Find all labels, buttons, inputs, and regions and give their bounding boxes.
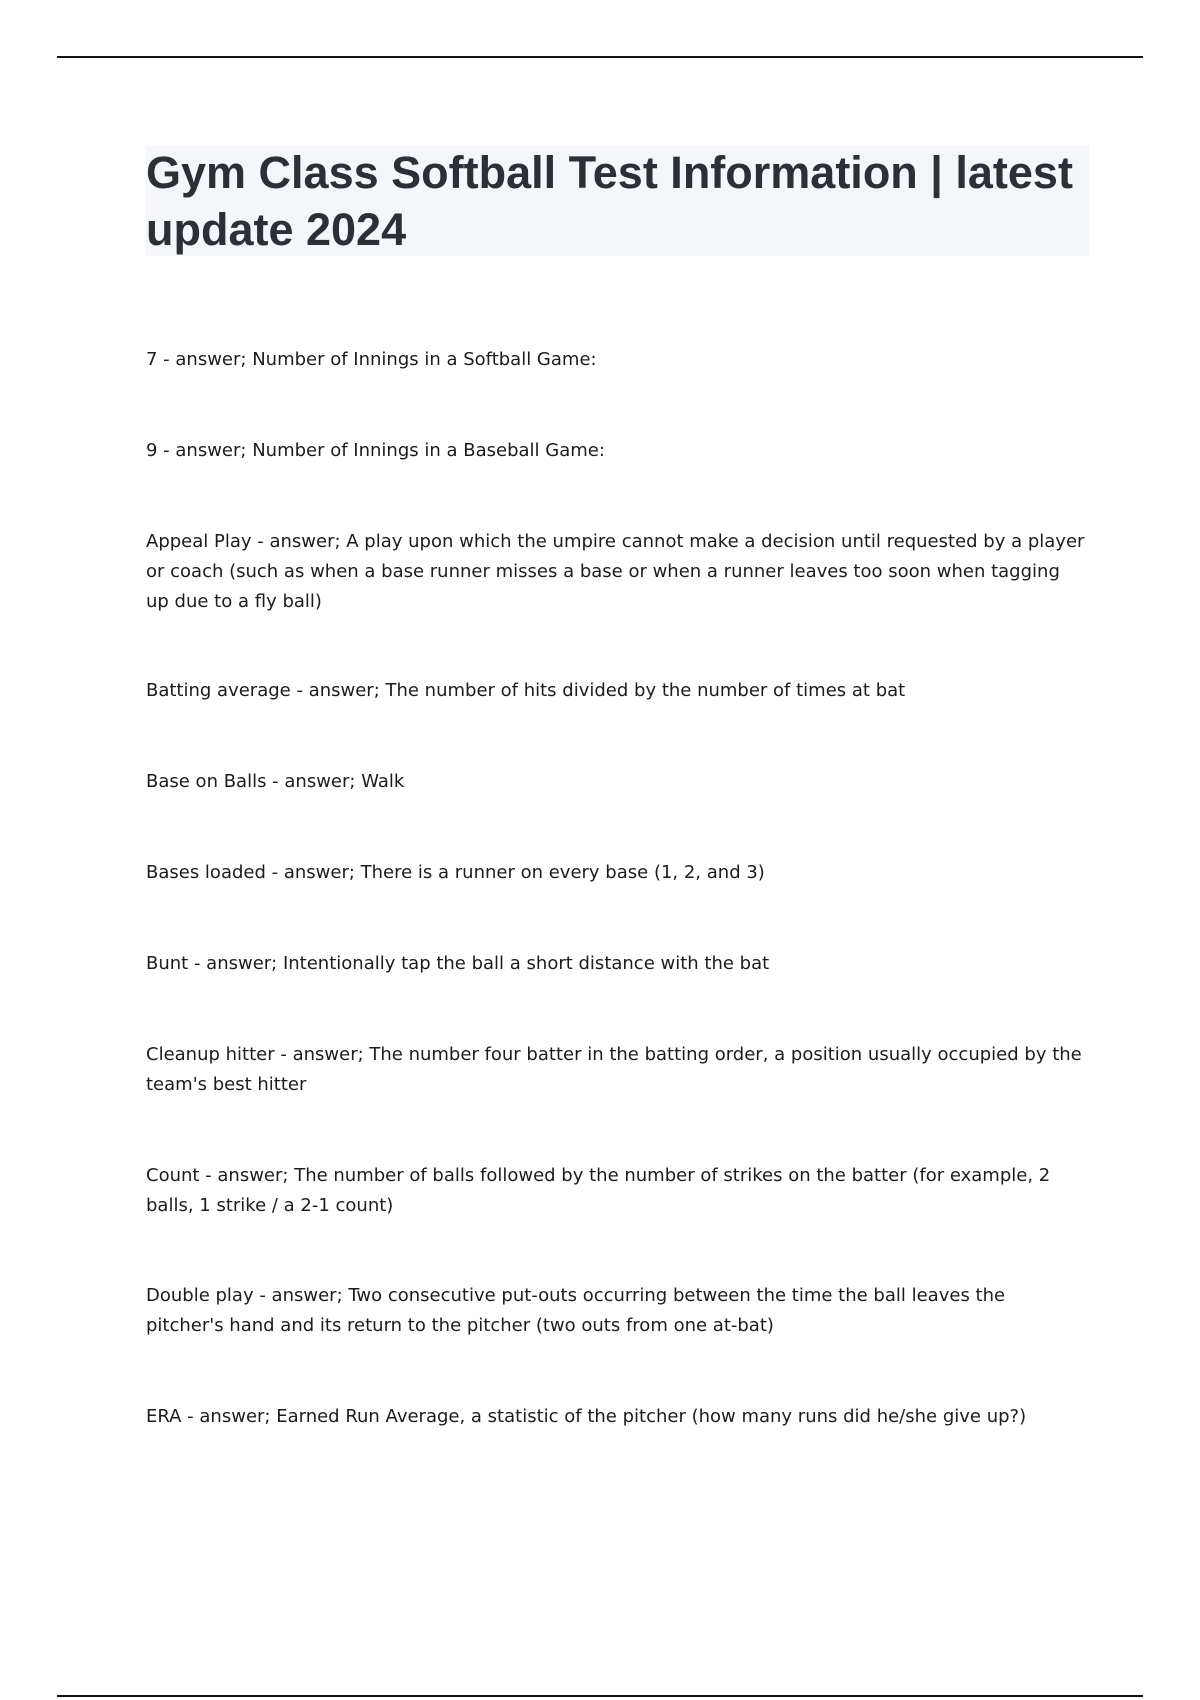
entry-base-on-balls: Base on Balls - answer; Walk	[146, 771, 405, 792]
entry-batting-average: Batting average - answer; The number of hits divided by the number of times at bat	[146, 680, 906, 701]
entry-cleanup-hitter: Cleanup hitter - answer; The number four batter in the batting order, a position usually occupied by the team's best hitter	[146, 1044, 1082, 1095]
entry-era: ERA - answer; Earned Run Average, a statistic of the pitcher (how many runs did he/she give up?)	[146, 1406, 1027, 1427]
entry-bunt: Bunt - answer; Intentionally tap the ball a short distance with the bat	[146, 953, 770, 974]
entry-innings-softball: 7 - answer; Number of Innings in a Softball Game:	[146, 349, 597, 370]
title-banner	[146, 146, 1089, 256]
top-rule	[57, 56, 1143, 58]
bottom-rule	[57, 1695, 1143, 1697]
entry-appeal-play: Appeal Play - answer; A play upon which the umpire cannot make a decision until requested by a player or coach (such as when a base runner misses a base or when a runner leaves too soon when tagging up due to a fly ball)	[146, 531, 1085, 612]
entry-bases-loaded: Bases loaded - answer; There is a runner on every base (1, 2, and 3)	[146, 862, 765, 883]
page-title: Gym Class Softball Test Information | latest update 2024	[146, 147, 1073, 255]
entry-innings-baseball: 9 - answer; Number of Innings in a Baseball Game:	[146, 440, 605, 461]
entry-double-play: Double play - answer; Two consecutive put-outs occurring between the time the ball leaves the pitcher's hand and its return to the pitcher (two outs from one at-bat)	[146, 1285, 1006, 1336]
entry-count: Count - answer; The number of balls followed by the number of strikes on the batter (for example, 2 balls, 1 strike / a 2-1 count)	[146, 1165, 1051, 1216]
